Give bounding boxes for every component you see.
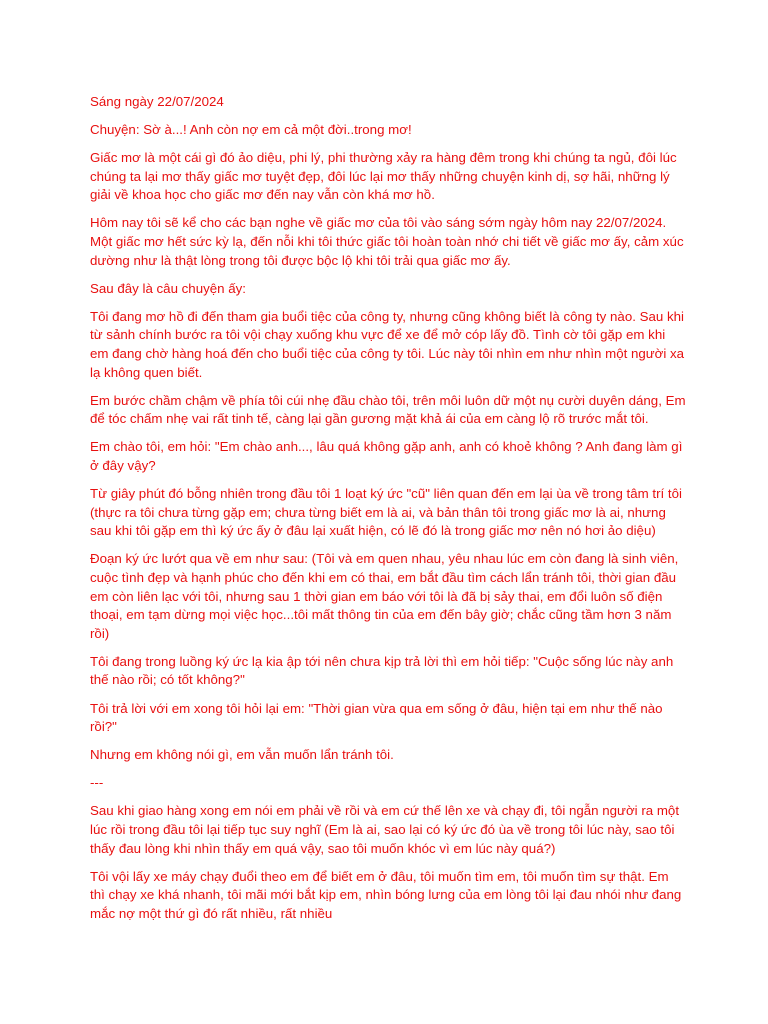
paragraph-memory-return: Từ giây phút đó bỗng nhiên trong đầu tôi 1 loạt ký ức "cũ" liên quan đến em lại ùa về trong tâm trí tôi (thực ra tôi chưa từng gặp em; chưa từng biết em là ai, và bản thân tôi trong giấc mơ là ai, nhưng sau khi tôi gặp em thì ký ức ấy ở đâu lại xuất hiện, có lẽ đó là trong giấc mơ nên nó hơi ảo diệu)	[90, 486, 682, 539]
paragraph-reply: Tôi trả lời với em xong tôi hỏi lại em: "Thời gian vừa qua em sống ở đâu, hiện tại em như thế nào rồi?"	[90, 700, 663, 735]
paragraph-silence: Nhưng em không nói gì, em vẫn muốn lẩn tránh tôi.	[90, 747, 394, 763]
paragraph-today: Hôm nay tôi sẽ kể cho các bạn nghe về giấc mơ của tôi vào sáng sớm ngày hôm nay 22/07/2024. Một giấc mơ hết sức kỳ lạ, đến nỗi khi tôi thức giấc tôi hoàn toàn nhớ chi tiết về giấc mơ ấy, cảm xúc dường như là thật lòng trong tôi được bộc lộ khi tôi trải qua giấc mơ ấy.	[90, 215, 684, 268]
paragraph-chase: Tôi vội lấy xe máy chạy đuổi theo em để biết em ở đâu, tôi muốn tìm em, tôi muốn tìm sự thật. Em thì chạy xe khá nhanh, tôi mãi mới bắt kịp em, nhìn bóng lưng của em lòng tôi lại đau nhói như đang mắc nợ một thứ gì đó rất nhiều, rất nhiều	[90, 868, 682, 921]
paragraph-party: Tôi đang mơ hồ đi đến tham gia buổi tiệc của công ty, nhưng cũng không biết là công ty nào. Sau khi từ sảnh chính bước ra tôi vội chạy xuống khu vực để xe để mở cóp lấy đồ. Tình cờ tôi gặp em khi em đang chờ hàng hoá đến cho buổi tiệc của công ty tôi. Lúc này tôi nhìn em như nhìn một người xa lạ không quen biết.	[90, 308, 685, 380]
paragraph-question: Tôi đang trong luồng ký ức lạ kia ập tới nên chưa kịp trả lời thì em hỏi tiếp: "Cuộc sống lúc này anh thế nào rồi; có tốt không?"	[90, 653, 674, 688]
paragraph-greeting: Em chào tôi, em hỏi: "Em chào anh..., lâu quá không gặp anh, anh có khoẻ không ? Anh đang làm gì ở đây vậy?	[90, 439, 683, 473]
section-separator: ---	[90, 775, 104, 791]
paragraph-lead-in: Sau đây là câu chuyện ấy:	[90, 280, 246, 296]
document-body	[90, 93, 686, 933]
paragraph-approach: Em bước chầm chậm về phía tôi cúi nhẹ đầu chào tôi, trên môi luôn dữ một nụ cười duyên dáng, Em để tóc chấm nhẹ vai rất tinh tế, càng lại gần gương mặt khả ái của em càng lộ rõ trước mắt tôi.	[90, 392, 686, 427]
paragraph-intro: Giấc mơ là một cái gì đó ảo diệu, phi lý, phi thường xảy ra hàng đêm trong khi chúng ta ngủ, đôi lúc chúng ta lại mơ thấy giấc mơ tuyệt đẹp, đôi lúc lại mơ thấy những chuyện kinh dị, sợ hãi, những lý giải về khoa học cho giấc mơ đến nay vẫn còn khá mơ hồ.	[90, 150, 677, 203]
story-title: Chuyện: Sờ à...! Anh còn nợ em cả một đời..trong mơ!	[90, 122, 412, 138]
paragraph-memory-detail: Đoạn ký ức lướt qua về em như sau: (Tôi và em quen nhau, yêu nhau lúc em còn đang là sinh viên, cuộc tình đẹp và hạnh phúc cho đến khi em có thai, em bắt đầu tìm cách lẩn tránh tôi, thời gian đầu em còn liên lạc với tôi, nhưng sau 1 thời gian em báo với tôi là đã bị sảy thai, em đổi luôn số điện thoại, em tạm dừng mọi việc học...tôi mất thông tin của em đến bây giờ; chắc cũng tầm hơn 3 năm rồi)	[90, 551, 679, 641]
paragraph-departure: Sau khi giao hàng xong em nói em phải về rồi và em cứ thế lên xe và chạy đi, tôi ngẫn người ra một lúc rồi trong đầu tôi lại tiếp tục suy nghĩ (Em là ai, sao lại có ký ức đó ùa về trong tôi lúc này, sao tôi thấy đau lòng khi nhìn thấy em quá vậy, sao tôi muốn khóc vì em lúc này quá?)	[90, 803, 680, 856]
date-line: Sáng ngày 22/07/2024	[90, 94, 224, 109]
